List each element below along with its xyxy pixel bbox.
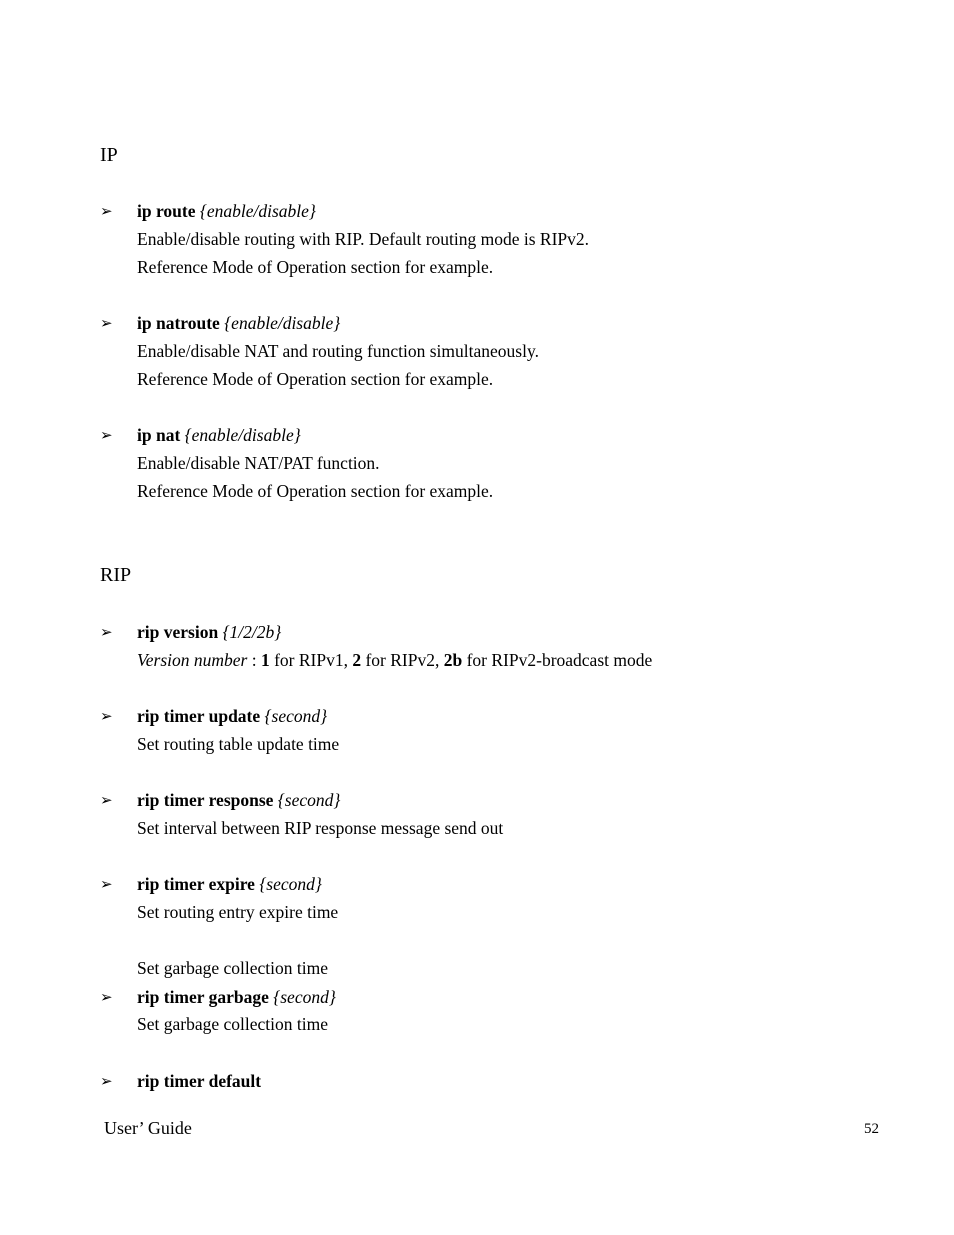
- footer-guide-label: User’ Guide: [104, 1118, 192, 1138]
- version-v2-text: for RIPv2,: [361, 650, 444, 670]
- command-param: {1/2/2b}: [222, 622, 282, 642]
- command-name: rip timer update: [137, 706, 261, 726]
- command-rip-timer-update: [137, 702, 327, 730]
- section-heading-ip: IP: [100, 144, 118, 166]
- page-number: 52: [864, 1121, 879, 1137]
- command-name: rip timer garbage: [137, 987, 269, 1007]
- command-description: Reference Mode of Operation section for example.: [137, 257, 494, 277]
- command-description: Enable/disable routing with RIP. Default routing mode is RIPv2.: [137, 229, 590, 249]
- separator: :: [247, 650, 261, 670]
- command-description: Set garbage collection time: [137, 1014, 328, 1034]
- version-v2: 2: [352, 650, 362, 670]
- command-param: {second}: [264, 706, 328, 726]
- version-label: Version number: [137, 650, 248, 670]
- command-param: {second}: [277, 790, 341, 810]
- version-description: [137, 646, 652, 674]
- command-description: Enable/disable NAT/PAT function.: [137, 453, 380, 473]
- version-v1-text: for RIPv1,: [269, 650, 353, 670]
- bullet-arrow-icon: ➢: [100, 988, 113, 1006]
- bullet-arrow-icon: ➢: [100, 875, 113, 893]
- command-name: ip nat: [137, 425, 181, 445]
- command-param: {enable/disable}: [224, 313, 341, 333]
- command-ip-nat: [137, 421, 301, 449]
- bullet-arrow-icon: ➢: [100, 707, 113, 725]
- command-ip-route: [137, 197, 316, 225]
- command-description: Enable/disable NAT and routing function simultaneously.: [137, 341, 539, 361]
- command-rip-timer-expire: [137, 870, 322, 898]
- bullet-arrow-icon: ➢: [100, 426, 113, 444]
- version-v2b: 2b: [443, 650, 463, 670]
- command-description: Reference Mode of Operation section for example.: [137, 481, 494, 501]
- section-heading-rip: RIP: [100, 564, 132, 586]
- bullet-arrow-icon: ➢: [100, 202, 113, 220]
- version-v1: 1: [260, 650, 270, 670]
- bullet-arrow-icon: ➢: [100, 1072, 113, 1090]
- command-param: {second}: [273, 987, 336, 1007]
- command-description: Reference Mode of Operation section for example.: [137, 369, 494, 389]
- command-name: rip timer response: [137, 790, 274, 810]
- stray-description: Set garbage collection time: [137, 958, 328, 978]
- bullet-arrow-icon: ➢: [100, 623, 113, 641]
- command-description: Set routing entry expire time: [137, 902, 339, 922]
- bullet-arrow-icon: ➢: [100, 791, 113, 809]
- bullet-arrow-icon: ➢: [100, 314, 113, 332]
- command-name: rip timer default: [137, 1071, 262, 1091]
- command-rip-version: [137, 618, 281, 646]
- command-description: Set routing table update time: [137, 734, 340, 754]
- command-ip-natroute: [137, 309, 340, 337]
- version-v2b-text: for RIPv2-broadcast mode: [462, 650, 653, 670]
- command-param: {second}: [259, 874, 322, 894]
- command-rip-timer-response: [137, 786, 340, 814]
- command-param: {enable/disable}: [199, 201, 316, 221]
- command-rip-timer-garbage: [137, 983, 336, 1011]
- command-description: Set interval between RIP response message send out: [137, 818, 504, 838]
- command-name: rip timer expire: [137, 874, 255, 894]
- command-name: ip route: [137, 201, 196, 221]
- command-rip-timer-default: [137, 1067, 261, 1095]
- command-param: {enable/disable}: [184, 425, 301, 445]
- command-name: rip version: [137, 622, 219, 642]
- command-name: ip natroute: [137, 313, 220, 333]
